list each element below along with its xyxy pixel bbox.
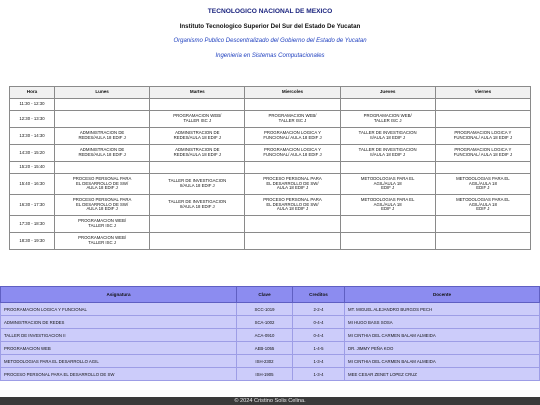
class-cell-martes [150, 216, 245, 233]
col-header-creditos: Creditos [293, 287, 345, 303]
subject-name-cell: METODOLOGIAS PARA EL DESARROLLO AGIL [1, 355, 237, 368]
organism-description: Organismo Publico Descentralizado del Gobierno del Estado de Yucatan [173, 38, 367, 44]
class-cell-jueves [340, 99, 435, 111]
subject-teacher-cell: MT. MIGUEL ALEJANDRO BURGOS PECH [345, 303, 540, 316]
schedule-row [10, 145, 531, 162]
subject-row [1, 329, 540, 342]
subject-key-cell: AEB-1055 [237, 342, 293, 355]
class-cell-lunes [55, 162, 150, 174]
schedule-row [10, 162, 531, 174]
subjects-table [0, 286, 540, 381]
class-cell-lunes: PROGRAMACION WEB/ TALLER ISC J [55, 233, 150, 250]
class-cell-martes: ADMINISTRACION DE REDES/AULA 18 EDIF J [150, 145, 245, 162]
col-header-hora: Hora [10, 87, 55, 99]
class-cell-viernes: METODOLOGIAS PARA EL AGIL/AULA 18 EDIF J [435, 195, 530, 216]
col-header-lunes: Lunes [55, 87, 150, 99]
class-cell-miercoles [245, 216, 340, 233]
col-header-clave: Clave [237, 287, 293, 303]
subject-credits-cell: 1-3-4 [293, 355, 345, 368]
subject-key-cell: SCA-1002 [237, 316, 293, 329]
class-cell-lunes: PROGRAMACION WEB/ TALLER ISC J [55, 216, 150, 233]
class-cell-miercoles: PROCESO PERSONAL PARA EL DESARROLLO DE SW/ AULA 18 EDIF J [245, 174, 340, 195]
subject-name-cell: PROGRAMACION LOGICA Y FUNCIONAL [1, 303, 237, 316]
class-cell-viernes: PROGRAMACION LOGICA Y FUNCIONAL/ AULA 18 EDIF J [435, 145, 530, 162]
class-cell-viernes [435, 111, 530, 128]
subject-credits-cell: 0-4-4 [293, 329, 345, 342]
footer-copyright: © 2024 Cristino Solis Celina. [0, 397, 540, 405]
class-cell-lunes [55, 99, 150, 111]
class-cell-miercoles [245, 99, 340, 111]
subject-name-cell: ADMINISTRACION DE REDES [1, 316, 237, 329]
class-cell-martes: TALLER DE INVESTIGACION II/AULA 18 EDIF J [150, 195, 245, 216]
subject-key-cell: ISH-1905 [237, 368, 293, 381]
institute-name: Instituto Tecnologico Superior Del Sur del Estado De Yucatan [179, 23, 361, 30]
class-cell-jueves: METODOLOGIAS PARA EL AGIL/AULA 18 EDIF J [340, 195, 435, 216]
class-cell-lunes: ADMINISTRACION DE REDES/AULA 18 EDIF J [55, 128, 150, 145]
schedule-row [10, 233, 531, 250]
subject-row [1, 368, 540, 381]
schedule-row [10, 174, 531, 195]
class-cell-jueves: PROGRAMACION WEB/ TALLER ISC J [340, 111, 435, 128]
class-cell-lunes [55, 111, 150, 128]
subject-key-cell: ACA-0910 [237, 329, 293, 342]
class-cell-martes [150, 99, 245, 111]
time-slot-cell: 16:30 - 17:30 [10, 195, 55, 216]
class-cell-viernes [435, 162, 530, 174]
class-cell-jueves [340, 162, 435, 174]
subject-credits-cell: 0-4-4 [293, 316, 345, 329]
time-slot-cell: 14:30 - 15:20 [10, 145, 55, 162]
subject-name-cell: PROGRAMACION WEB [1, 342, 237, 355]
subject-name-cell: TALLER DE INVESTIGACION II [1, 329, 237, 342]
time-slot-cell: 17:30 - 18:30 [10, 216, 55, 233]
time-slot-cell: 15:20 - 15:40 [10, 162, 55, 174]
time-slot-cell: 15:40 - 16:30 [10, 174, 55, 195]
time-slot-cell: 11:30 - 12:30 [10, 99, 55, 111]
col-header-martes: Martes [150, 87, 245, 99]
schedule-row [10, 111, 531, 128]
class-cell-viernes: METODOLOGIAS PARA EL AGIL/AULA 18 EDIF J [435, 174, 530, 195]
class-cell-martes: TALLER DE INVESTIGACION II/AULA 18 EDIF J [150, 174, 245, 195]
class-cell-jueves: TALLER DE INVESTIGACION II/AULA 18 EDIF J [340, 128, 435, 145]
subject-teacher-cell: MI HUGO BASS SOSA [345, 316, 540, 329]
institution-title: TECNOLOGICO NACIONAL DE MEXICO [207, 8, 333, 15]
col-header-docente: Docente [345, 287, 540, 303]
schedule-row [10, 128, 531, 145]
class-cell-martes: ADMINISTRACION DE REDES/AULA 18 EDIF J [150, 128, 245, 145]
schedule-row [10, 99, 531, 111]
subject-teacher-cell: MI CINTHIA DEL CARMEN BALAM ALMEIDA [345, 355, 540, 368]
class-cell-martes: PROGRAMACION WEB/ TALLER ISC J [150, 111, 245, 128]
subject-teacher-cell: DR. JIMMY PEÑA KOO [345, 342, 540, 355]
class-cell-viernes [435, 233, 530, 250]
time-slot-cell: 18:30 - 19:30 [10, 233, 55, 250]
class-cell-miercoles: PROGRAMACION WEB/ TALLER ISC J [245, 111, 340, 128]
schedule-table [9, 86, 531, 250]
class-cell-viernes [435, 216, 530, 233]
class-cell-miercoles: PROGRAMACION LOGICA Y FUNCIONAL/ AULA 18 EDIF J [245, 128, 340, 145]
class-cell-viernes [435, 99, 530, 111]
class-cell-martes [150, 162, 245, 174]
subject-name-cell: PROCESO PERSONAL PARA EL DESARROLLO DE SW [1, 368, 237, 381]
class-cell-jueves: TALLER DE INVESTIGACION II/AULA 18 EDIF J [340, 145, 435, 162]
subjects-header-row [1, 287, 540, 303]
subject-key-cell: SCC-1019 [237, 303, 293, 316]
class-cell-jueves [340, 216, 435, 233]
time-slot-cell: 13:30 - 14:30 [10, 128, 55, 145]
subject-key-cell: ISH-2302 [237, 355, 293, 368]
class-cell-lunes: PROCESO PERSONAL PARA EL DESARROLLO DE SW/ AULA 18 EDIF J [55, 174, 150, 195]
schedule-header-row [10, 87, 531, 99]
col-header-miercoles: Miercoles [245, 87, 340, 99]
schedule-row [10, 216, 531, 233]
subject-row [1, 355, 540, 368]
subject-teacher-cell: MI CINTHIA DEL CARMEN BALAM ALMEIDA [345, 329, 540, 342]
class-cell-lunes: ADMINISTRACION DE REDES/AULA 18 EDIF J [55, 145, 150, 162]
subject-credits-cell: 2-2-4 [293, 303, 345, 316]
subject-credits-cell: 1-3-4 [293, 368, 345, 381]
subject-row [1, 342, 540, 355]
col-header-jueves: Jueves [340, 87, 435, 99]
schedule-row [10, 195, 531, 216]
class-cell-jueves [340, 233, 435, 250]
class-cell-miercoles: PROGRAMACION LOGICA Y FUNCIONAL/ AULA 18 EDIF J [245, 145, 340, 162]
col-header-viernes: Viernes [435, 87, 530, 99]
class-cell-viernes: PROGRAMACION LOGICA Y FUNCIONAL/ AULA 18 EDIF J [435, 128, 530, 145]
class-cell-miercoles: PROCESO PERSONAL PARA EL DESARROLLO DE SW/ AULA 18 EDIF J [245, 195, 340, 216]
class-cell-jueves: METODOLOGIAS PARA EL AGIL/AULA 18 EDIF J [340, 174, 435, 195]
class-cell-miercoles [245, 233, 340, 250]
class-cell-lunes: PROCESO PERSONAL PARA EL DESARROLLO DE SW/ AULA 18 EDIF J [55, 195, 150, 216]
time-slot-cell: 12:30 - 13:30 [10, 111, 55, 128]
class-cell-miercoles [245, 162, 340, 174]
subject-credits-cell: 1-4-5 [293, 342, 345, 355]
subject-row [1, 303, 540, 316]
col-header-asignatura: Asignatura [1, 287, 237, 303]
class-cell-martes [150, 233, 245, 250]
subject-teacher-cell: MEE CESAR ZENET LOPEZ CRUZ [345, 368, 540, 381]
career-name: Ingenieria en Sistemas Computacionales [215, 53, 325, 59]
subject-row [1, 316, 540, 329]
